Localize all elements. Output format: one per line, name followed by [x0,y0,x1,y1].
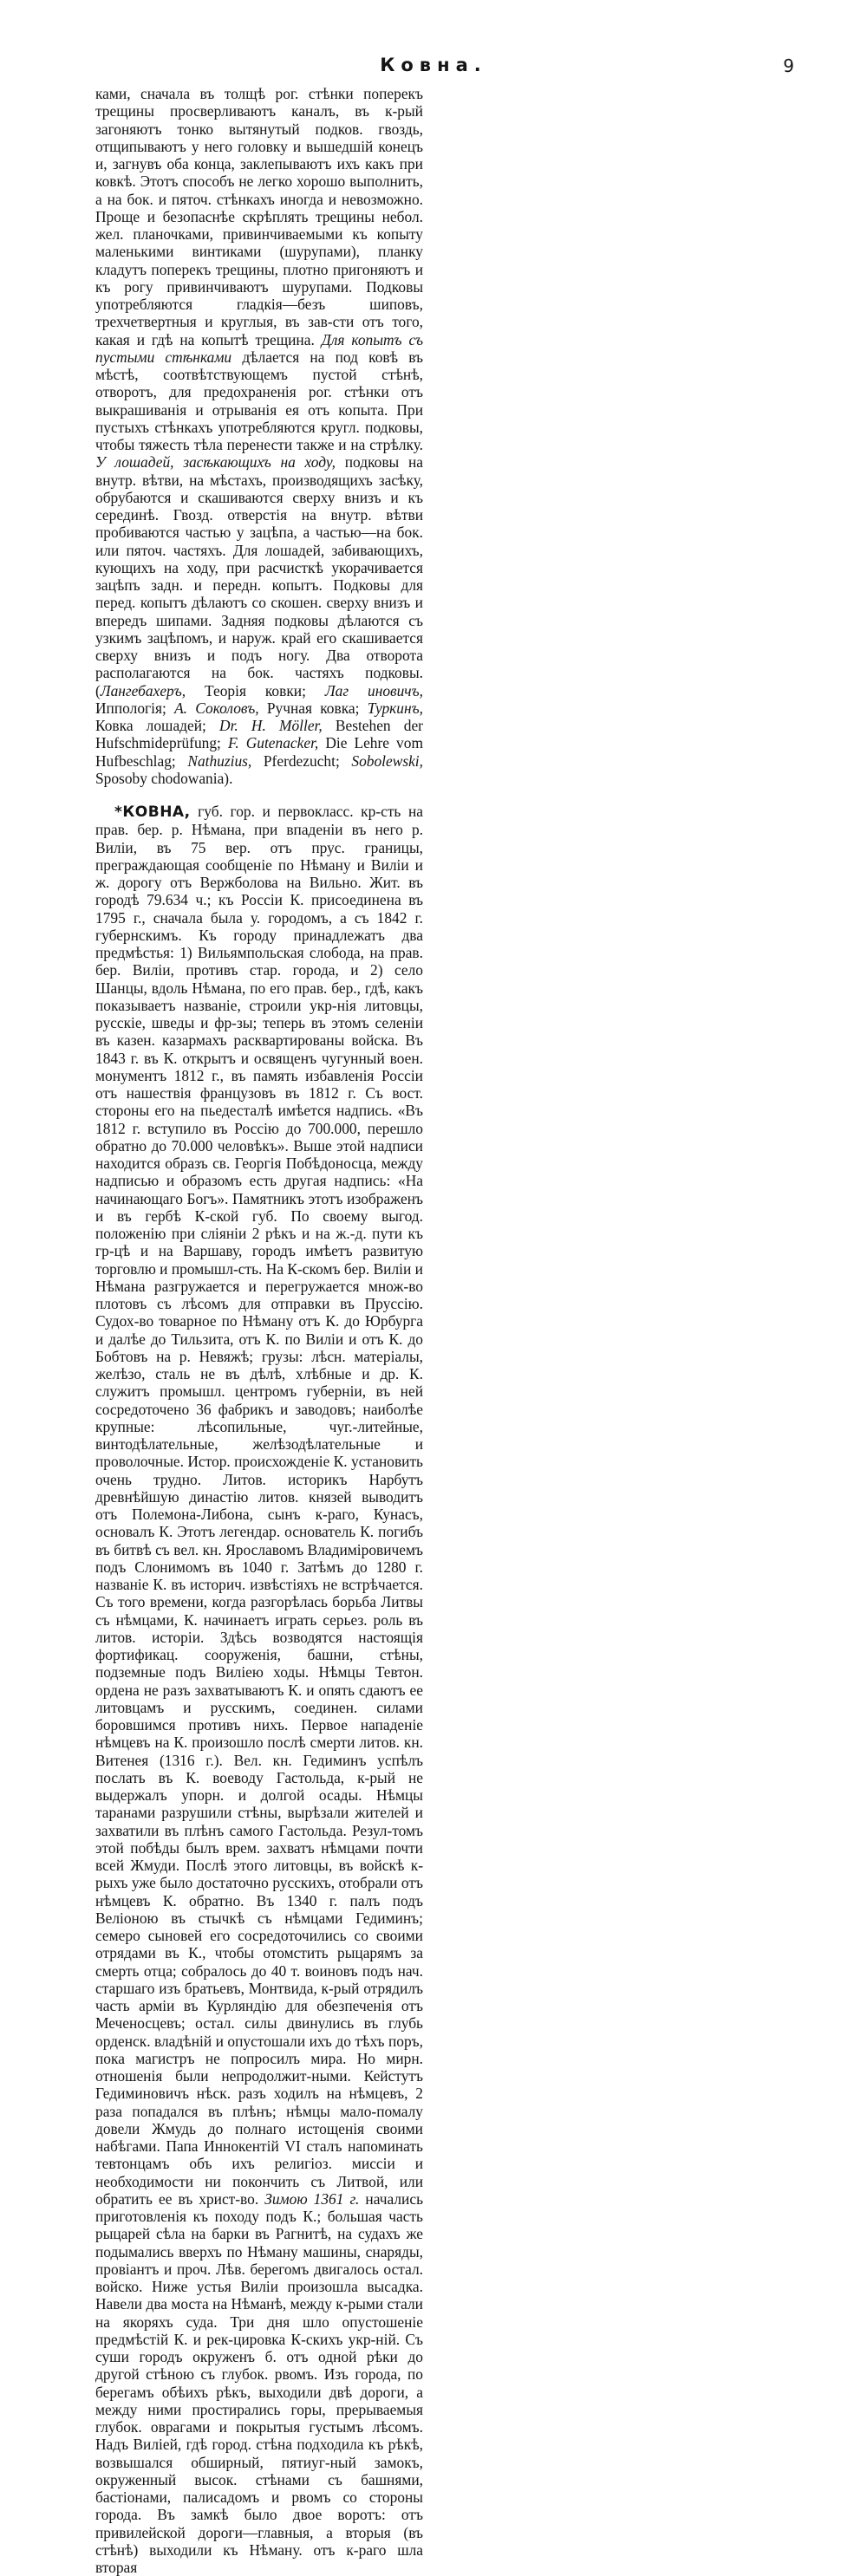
text-run: Sposoby chodowania). [95,769,233,787]
paragraph-horseshoeing [95,85,423,787]
text-run: Иппологія; [95,699,166,717]
text-run: подковы на внутр. вѣтви, на мѣстахъ, производящихъ засѣку, обрубаются и скашиваются сверху внизъ и къ серединѣ. Гвозд. отверстія на внутр. вѣтви пробиваются частью у зацѣпа, а частью—на бок. или пяточ. частяхъ. Для лошадей, забивающихъ, кующихъ на ходу, при расчисткѣ укорачивается зацѣпъ задн. и передн. копытъ. Подковы для перед. копытъ дѣлаютъ со скошен. сверху внизъ и впередъ шипами. Задняя подковы дѣлаются съ узкимъ зацѣпомъ, и наруж. край его скашивается сверху внизъ и подъ ногу. Два отворота располагаются на бок. частяхъ подковы. ( [95,453,423,699]
italic-run: Зимою 1361 г. [264,2189,360,2208]
text-run: Die Lehre vom Hufbeschlag; [95,734,423,770]
page-number: 9 [783,55,794,76]
text-run: губ. гор. и первокласс. кр-сть на прав. бер. р. Нѣмана, при впаденіи въ него р. Виліи, въ 75 вер. отъ прус. границы, преграждающая сообщеніе по Нѣману и Виліи и ж. дорогу отъ Вержболова на Вильно. Жит. въ городѣ 79.634 ч.; къ Россіи К. присоединена въ 1795 г., сначала была у. городомъ, а съ 1842 г. губернскимъ. Къ городу принадлежатъ два предмѣстья: 1) Вильямпольская слобода, на прав. бер. Виліи, противъ стар. города, и 2) село Шанцы, вдоль Нѣмана, по его прав. бер., гдѣ, какъ показываетъ названіе, строили укр-нія литовцы, русскіе, шведы и фр-зы; теперь въ этомъ селеніи въ казен. казармахъ расквартированы войска. Въ 1843 г. въ К. открытъ и освященъ чугунный воен. монументъ 1812 г., въ память избавленія Россіи отъ нашествія французовъ въ 1812 г. Съ вост. стороны его на пьедесталѣ имѣется надпись. «Въ 1812 г. вступило въ Россію до 700.000, перешло обратно до 70.000 человѣкъ». Выше этой надписи находится образъ св. Георгія Побѣдоносца, между надписью и образомъ есть другая надпись: «На начинающаго Богъ». Памятникъ этотъ изображенъ и въ гербѣ К-ской губ. По своему выгод. положенію при сліяніи 2 рѣкъ и на ж.-д. пути къ гр-цѣ и на Варшаву, городъ имѣетъ развитую торговлю и промышл-сть. На К-скомъ бер. Виліи и Нѣмана разгружается и перегружается множ-во плотовъ съ лѣсомъ для отправки въ Пруссію. Судох-во товарное по Нѣману отъ К. до Юрбурга и далѣе до Тильзита, отъ К. по Виліи и отъ К. до Бобтовъ на р. Невяжѣ; грузы: лѣсн. матеріалы, желѣзо, сталь не въ дѣлѣ, хлѣбные и др. К. служитъ промышл. центромъ губерніи, въ ней сосредоточено 36 фабрикъ и заводовъ; наиболѣе крупные: лѣсопильные, чуг.-литейные, винтодѣлательные, желѣзодѣлательные и проволочные. Истор. происхожденіе К. установить очень трудно. Литов. историкъ Нарбутъ древнѣйшую династію литов. князей выводитъ отъ Полемона-Либона, сынъ к-раго, Кунасъ, основалъ К. Этотъ легендар. основатель К. погибъ въ битвѣ съ вел. кн. Ярославомъ Владиміровичемъ подъ Слонимомъ въ 1040 г. Затѣмъ до 1280 г. названіе К. въ историч. извѣстіяхъ не встрѣчается. Съ того времени, когда разгорѣлась борьба Литвы съ нѣмцами, К. начинаетъ играть серьез. роль въ литов. исторіи. Здѣсь возводятся настоящія фортификац. сооруженія, башни, стѣны, подземные подъ Виліею ходы. Нѣмцы Тевтон. ордена не разъ захватываютъ К. и опять сдаютъ ее литовцамъ и русскимъ, соединен. силами боровшимся противъ нихъ. Первое нападеніе нѣмцевъ на К. произошло послѣ смерти литов. кн. Витенея (1316 г.). Вел. кн. Гедиминъ успѣлъ послать въ К. воеводу Гастольда, к-рый не выдержалъ упорн. и долгой осады. Нѣмцы таранами разрушили стѣны, вырѣзали жителей и захватили въ плѣнъ самого Гастольда. Резул-томъ этой побѣды былъ врем. захватъ нѣмцами почти всей Жмуди. Послѣ этого литовцы, въ войскѣ к-рыхъ уже было достаточно русскихъ, отобрали отъ нѣмцевъ К. обратно. Въ 1340 г. палъ подъ Веліоною въ стычкѣ съ нѣмцами Гедиминъ; семеро сыновей его сосредоточились со своими отрядами въ К., чтобы отомстить рыцарямъ за смерть отца; собралось до 40 т. воиновъ подъ нач. старшаго изъ братьевъ, Монтвида, к-рый отрядилъ часть арміи въ Курляндію для обезпеченія отъ Меченосцевъ; остал. силы двинулись въ глубь орденск. владѣній и опустошали ихъ до тѣхъ поръ, пока магистръ не попросилъ мира. Но мирн. отношенія были непродолжит-ными. Кейстутъ Гедиминовичъ нѣск. разъ ходилъ на нѣмцевъ, 2 раза попадался въ плѣнъ; нѣмцы мало-помалу довели Жмудь до полнаго истощенія своими набѣгами. Папа Иннокентій VI сталъ напоминать тевтонцамъ объ ихъ религіоз. миссіи и необходимости ни покончить съ Литвой, или обратить ее въ христ-во. [95,803,423,2208]
text-run: ками, сначала въ толщѣ рог. стѣнки поперекъ трещины просверливаютъ каналъ, въ к-рый загоняютъ тонко вытянутый подков. гвоздь, отщипываютъ у него головку и вышедшій конецъ и, загнувъ оба конца, заклепываютъ ихъ какъ при ковкѣ. Этотъ способъ не легко хорошо выполнить, а на бок. и пяточ. стѣнкахъ иногда и невозможно. Проще и безопаснѣе скрѣплять трещины небол. жел. планочками, привинчиваемыми къ копыту маленькими винтиками (шурупами), планку кладутъ поперекъ трещины, плотно пригоняютъ и къ рогу привинчиваютъ шурупами. Подковы употребляются гладкія—безъ шиповъ, трехчетвертныя и круглыя, въ зав-сти отъ того, какая и гдѣ на копытѣ трещина. [95,85,423,348]
italic-run: Туркинъ, [367,699,423,717]
text-run: Теорія ковки; [205,681,306,699]
paragraph-kovna-article [95,803,423,2576]
text-run: начались приготовленія къ походу подъ К.; большая часть рыцарей сѣла на барки въ Рагнитѣ, на судахъ же подымались вверхъ по Нѣману машины, снаряды, провіантъ и проч. Лѣв. берегомъ двигалось остал. войско. Ниже устья Виліи произошла высадка. Навели два моста на Нѣманѣ, между к-рыми стали на якоряхъ суда. Три дня шло опустошеніе предмѣстій К. и рек-цировка К-скихъ укр-ній. Съ суши городъ окруженъ б. отъ одной рѣки до другой стѣною съ глубок. рвомъ. Изъ города, по берегамъ обѣихъ рѣкъ, выходили двѣ дороги, а между ними простирались горы, прерываемыя глубок. оврагами и покрытыя густымъ лѣсомъ. Надъ Виліей, гдѣ город. стѣна подходила къ рѣкѣ, возвышался обширный, пятиуг-ный замокъ, окруженный высок. стѣнами съ башнями, бастіонами, палисадомъ и рвомъ со стороны города. Въ замкѣ было двое воротъ: отъ привилейской дороги—главныя, а вторыя (въ стѣнѣ) выходили къ Нѣману. отъ к-раго шла вторая [95,2189,424,2576]
text-run: Ковка лошадей; [95,717,206,734]
italic-run: Лаг иновичъ, [324,681,423,699]
text-run: дѣлается на под ковѣ въ мѣстѣ, соотвѣтствующемъ пустой стѣнѣ, отворотъ, для предохраненія рог. стѣнки отъ выкрашиванія и отрыванія ея отъ копыта. При пустыхъ стѣнкахъ употребляются кругл. подковы, чтобы тяжесть тѣла перенести также и на стрѣлку. [95,348,423,453]
italic-run: А. Соколовъ, [174,699,259,717]
entry-headword: *КОВНА, [114,803,191,821]
text-run: Pferdezucht; [263,751,340,770]
text-column-right [461,85,794,1125]
text-column-left [95,85,424,2576]
italic-run: Для копытъ съ пустыми стѣнками [95,330,423,366]
italic-run: Лангебахеръ, [100,681,186,699]
italic-run: F. Gutenacker, [227,734,319,752]
italic-run: У лошадей, засѣкающихъ на ходу, [95,453,336,472]
text-run: Ручная ковка; [266,699,360,717]
italic-run: Sobolewski, [351,751,423,770]
italic-run: Nathuzius, [187,751,252,770]
italic-run: Dr. H. Möller, [219,717,323,734]
text-run: Bestehen der Hufschmideprüfung; [95,717,423,752]
running-title: Ковна. [380,55,487,75]
